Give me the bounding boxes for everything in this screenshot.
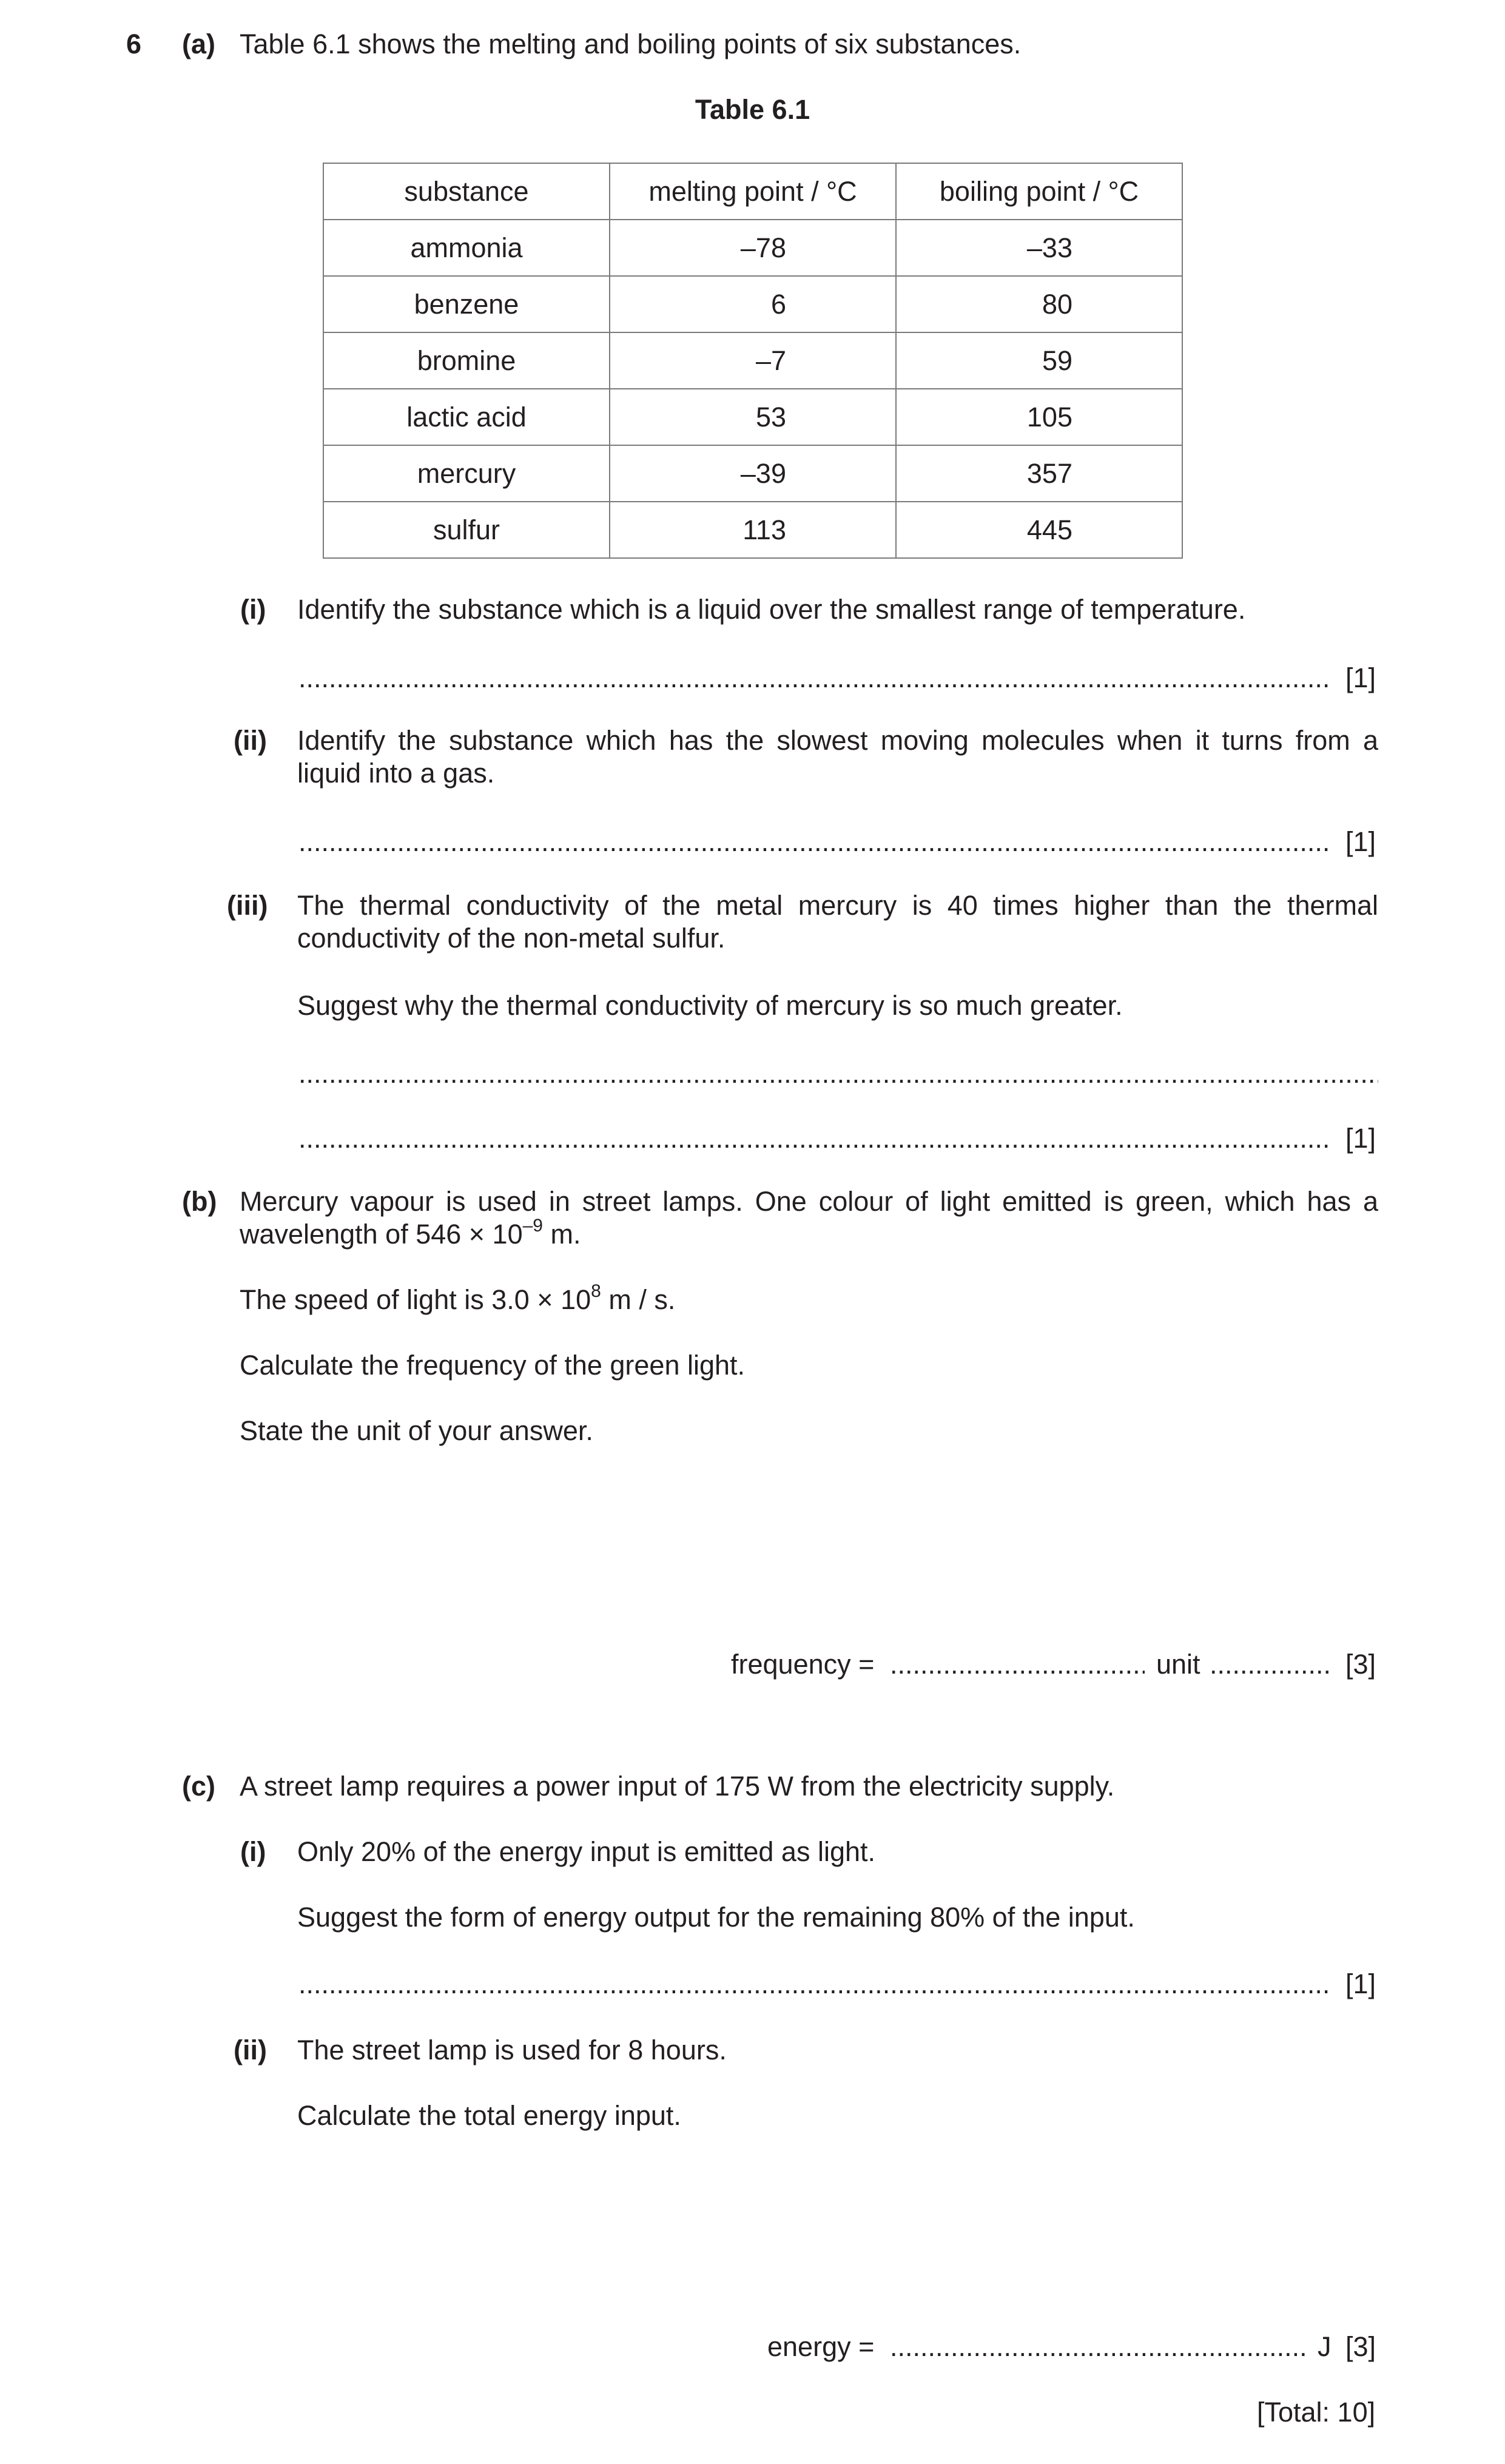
table-row xyxy=(323,276,1182,332)
table-row xyxy=(323,445,1182,502)
cell-melting: 6 xyxy=(610,276,896,332)
total-marks: [Total: 10] xyxy=(1257,2397,1376,2428)
part-a-iii-label: (iii) xyxy=(227,890,268,921)
cell-boiling: 357 xyxy=(896,445,1182,502)
table-header-row xyxy=(323,163,1182,220)
cell-substance: ammonia xyxy=(323,220,610,276)
part-a-intro: Table 6.1 shows the melting and boiling points of six substances. xyxy=(240,29,1022,59)
answer-line-c-i[interactable] xyxy=(298,1968,1328,2001)
unit-label: unit xyxy=(1156,1649,1200,1680)
melting-boiling-table xyxy=(323,163,1183,559)
cell-melting: –7 xyxy=(610,332,896,389)
mark-c-i: [1] xyxy=(1345,1968,1376,1999)
frequency-label: frequency = xyxy=(731,1649,875,1680)
part-b-calc: Calculate the frequency of the green light. xyxy=(240,1350,746,1381)
answer-line-a-i[interactable] xyxy=(298,662,1328,695)
part-c-i-label: (i) xyxy=(240,1836,266,1867)
cell-boiling: 80 xyxy=(896,276,1182,332)
part-c-i-prompt: Suggest the form of energy output for the remaining 80% of the input. xyxy=(297,1902,1135,1933)
part-a-ii-text: Identify the substance which has the slowest moving molecules when it turns from a liquid into a gas. xyxy=(297,725,1378,789)
part-a-i-text: Identify the substance which is a liquid over the smallest range of temperature. xyxy=(297,594,1246,625)
cell-boiling: 445 xyxy=(896,502,1182,558)
energy-answer-line[interactable] xyxy=(890,2331,1306,2363)
answer-line-a-ii[interactable] xyxy=(298,826,1328,858)
part-a-label: (a) xyxy=(182,29,215,59)
cell-substance: benzene xyxy=(323,276,610,332)
answer-line-a-iii-1[interactable] xyxy=(298,1057,1378,1090)
table-row xyxy=(323,332,1182,389)
mark-a-iii: [1] xyxy=(1345,1123,1376,1154)
header-boiling-point: boiling point / °C xyxy=(896,163,1182,220)
cell-melting: –39 xyxy=(610,445,896,502)
part-b-state: State the unit of your answer. xyxy=(240,1415,593,1446)
cell-substance: sulfur xyxy=(323,502,610,558)
part-c-i-text: Only 20% of the energy input is emitted as light. xyxy=(297,1836,876,1867)
mark-c-ii: [3] xyxy=(1345,2331,1376,2362)
cell-boiling: –33 xyxy=(896,220,1182,276)
table-row xyxy=(323,389,1182,445)
cell-boiling: 105 xyxy=(896,389,1182,445)
part-a-ii-label: (ii) xyxy=(234,725,267,756)
cell-melting: –78 xyxy=(610,220,896,276)
part-a-iii-text: The thermal conductivity of the metal mercury is 40 times higher than the thermal conductivity of the non-metal sulfur. xyxy=(297,890,1378,954)
header-melting-point: melting point / °C xyxy=(610,163,896,220)
frequency-answer-line[interactable] xyxy=(890,1648,1145,1681)
mark-a-i: [1] xyxy=(1345,662,1376,693)
answer-line-a-iii-2[interactable] xyxy=(298,1122,1328,1155)
table-row xyxy=(323,502,1182,558)
mark-b: [3] xyxy=(1345,1649,1376,1680)
part-c-text: A street lamp requires a power input of 175 W from the electricity supply. xyxy=(240,1771,1115,1802)
mark-a-ii: [1] xyxy=(1345,826,1376,857)
cell-boiling: 59 xyxy=(896,332,1182,389)
speed-of-light-text: The speed of light is $3.0 \times 10^8$ m / s. xyxy=(240,1281,676,1315)
cell-melting: 113 xyxy=(610,502,896,558)
part-c-ii-text: The street lamp is used for 8 hours. xyxy=(297,2035,727,2065)
table-caption: Table 6.1 xyxy=(695,94,810,125)
table-row xyxy=(323,220,1182,276)
cell-substance: mercury xyxy=(323,445,610,502)
part-a-i-label: (i) xyxy=(240,594,266,625)
energy-unit: J xyxy=(1318,2331,1332,2362)
energy-label: energy = xyxy=(767,2331,875,2362)
cell-melting: 53 xyxy=(610,389,896,445)
cell-substance: lactic acid xyxy=(323,389,610,445)
question-number: 6 xyxy=(126,29,142,59)
part-c-ii-prompt: Calculate the total energy input. xyxy=(297,2100,681,2131)
part-b-label: (b) xyxy=(182,1186,217,1217)
part-c-label: (c) xyxy=(182,1771,215,1802)
unit-answer-line[interactable] xyxy=(1210,1648,1332,1681)
cell-substance: bromine xyxy=(323,332,610,389)
part-a-iii-prompt: Suggest why the thermal conductivity of mercury is so much greater. xyxy=(297,990,1123,1021)
header-substance: substance xyxy=(323,163,610,220)
part-b-text: Mercury vapour is used in street lamps. One colour of light emitted is green, which has a wavelength of $546 \times 10^{-9}$ m. xyxy=(240,1186,1378,1250)
part-c-ii-label: (ii) xyxy=(234,2035,267,2065)
